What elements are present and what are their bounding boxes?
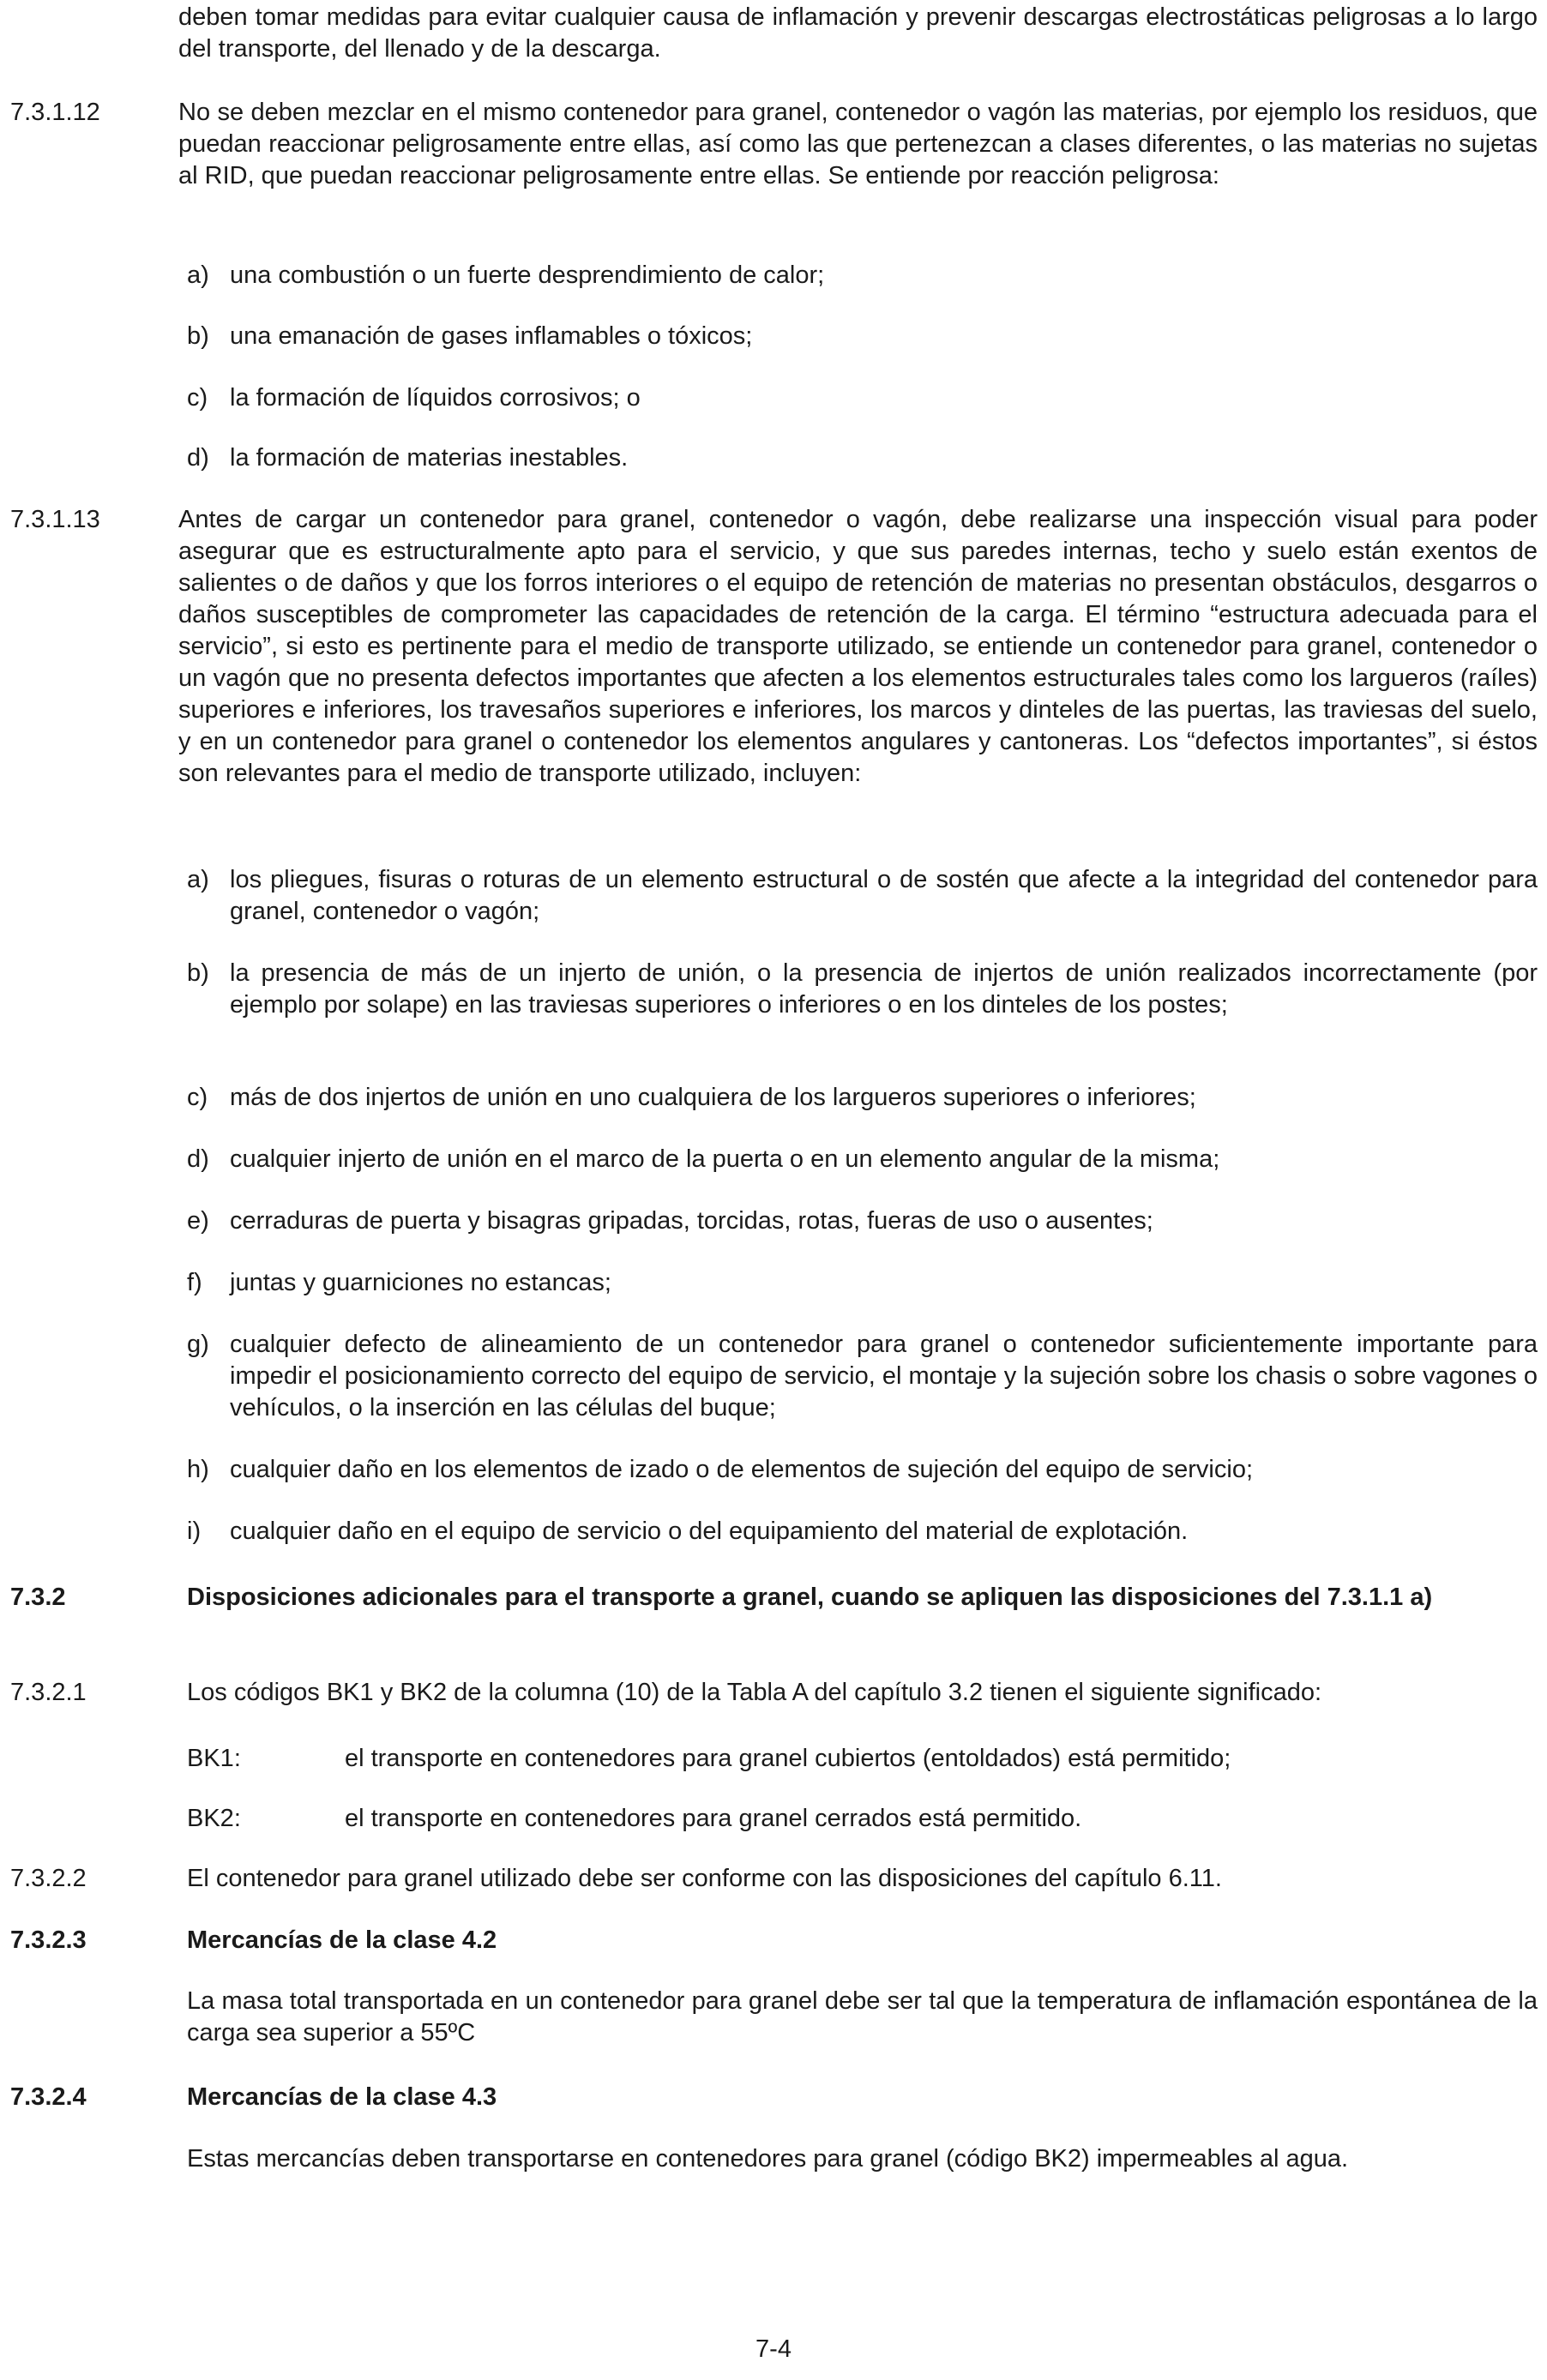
list-item-label: b) bbox=[187, 322, 209, 350]
list-item-text: la presencia de más de un injerto de unión, o la presencia de injertos de unión realizados incorrectamente (por ejemplo por solape) en las traviesas superiores o inferiores o en los dinteles de los postes; bbox=[230, 959, 1538, 1019]
list-item-label: c) bbox=[187, 384, 208, 412]
code-text: el transporte en contenedores para granel cerrados está permitido. bbox=[345, 1805, 1082, 1832]
list-item-text: cualquier daño en los elementos de izado o de elementos de sujeción del equipo de servicio; bbox=[230, 1456, 1254, 1483]
section-title-7-3-2: Disposiciones adicionales para el transporte a granel, cuando se apliquen las disposiciones del 7.3.1.1 a) bbox=[187, 1584, 1433, 1611]
list-item-label: b) bbox=[187, 959, 209, 987]
section-text-7-3-2-4: Estas mercancías deben transportarse en contenedores para granel (código BK2) impermeables al agua. bbox=[187, 2145, 1349, 2173]
code-label: BK1: bbox=[187, 1745, 241, 1772]
list-item-text: juntas y guarniciones no estancas; bbox=[230, 1269, 611, 1296]
page-number: 7-4 bbox=[755, 2335, 792, 2363]
list-item-label: i) bbox=[187, 1518, 202, 1545]
section-text-7-3-2-3: La masa total transportada en un contenedor para granel debe ser tal que la temperatura de inflamación espontánea de la carga sea superior a 55ºC bbox=[187, 1987, 1538, 2046]
list-item-text: más de dos injertos de unión en uno cualquiera de los largueros superiores o inferiores; bbox=[230, 1084, 1196, 1111]
section-number-7-3-1-13: 7.3.1.13 bbox=[10, 506, 100, 533]
list-item-text: cerraduras de puerta y bisagras gripadas, torcidas, rotas, fueras de uso o ausentes; bbox=[230, 1207, 1153, 1235]
list-item-label: g) bbox=[187, 1331, 209, 1358]
section-number-7-3-2: 7.3.2 bbox=[10, 1584, 66, 1611]
list-item-label: a) bbox=[187, 866, 209, 893]
section-number-7-3-1-12: 7.3.1.12 bbox=[10, 99, 100, 126]
section-number-7-3-2-4: 7.3.2.4 bbox=[10, 2083, 87, 2111]
list-item-text: una combustión o un fuerte desprendimiento de calor; bbox=[230, 261, 825, 289]
section-text-7-3-1-13: Antes de cargar un contenedor para granel, contenedor o vagón, debe realizarse una inspección visual para poder asegurar que es estructuralmente apto para el servicio, y que sus paredes internas, techo y suelo están exentos de salientes o de daños y que los forros interiores o el equipo de retención de materias no presentan obstáculos, desgarros o daños susceptibles de comprometer las capacidades de retención de la carga. El término “estructura adecuada para el servicio”, si esto es pertinente para el medio de transporte utilizado, se entiende un contenedor para granel, contenedor o un vagón que no presenta defectos importantes que afecten a los elementos estructurales tales como los largueros (raíles) superiores e inferiores, los travesaños superiores e inferiores, los marcos y dinteles de las puertas, las traviesas del suelo, y en un contenedor para granel o contenedor los elementos angulares y cantoneras. Los “defectos importantes”, si éstos son relevantes para el medio de transporte utilizado, incluyen: bbox=[178, 506, 1538, 787]
code-label: BK2: bbox=[187, 1805, 241, 1832]
section-text-7-3-2-1: Los códigos BK1 y BK2 de la columna (10) de la Tabla A del capítulo 3.2 tienen el siguiente significado: bbox=[187, 1679, 1322, 1706]
section-title-7-3-2-4: Mercancías de la clase 4.3 bbox=[187, 2083, 497, 2111]
section-title-7-3-2-3: Mercancías de la clase 4.2 bbox=[187, 1926, 497, 1954]
list-item-text: la formación de líquidos corrosivos; o bbox=[230, 384, 641, 412]
list-item-label: h) bbox=[187, 1456, 209, 1483]
section-number-7-3-2-2: 7.3.2.2 bbox=[10, 1865, 87, 1892]
intro-paragraph: deben tomar medidas para evitar cualquier causa de inflamación y prevenir descargas electrostáticas peligrosas a lo largo del transporte, del llenado y de la descarga. bbox=[178, 3, 1538, 63]
list-item-label: d) bbox=[187, 1145, 209, 1173]
section-number-7-3-2-1: 7.3.2.1 bbox=[10, 1679, 87, 1706]
code-text: el transporte en contenedores para granel cubiertos (entoldados) está permitido; bbox=[345, 1745, 1231, 1772]
section-text-7-3-2-2: El contenedor para granel utilizado debe ser conforme con las disposiciones del capítulo 6.11. bbox=[187, 1865, 1222, 1892]
list-item-label: d) bbox=[187, 444, 209, 472]
section-text-7-3-1-12: No se deben mezclar en el mismo contenedor para granel, contenedor o vagón las materias, por ejemplo los residuos, que puedan reaccionar peligrosamente entre ellas, así como las que pertenezcan a clases diferentes, o las materias no sujetas al RID, que puedan reaccionar peligrosamente entre ellas. Se entiende por reacción peligrosa: bbox=[178, 99, 1538, 189]
list-item-text: cualquier daño en el equipo de servicio o del equipamiento del material de explotación. bbox=[230, 1518, 1189, 1545]
section-number-7-3-2-3: 7.3.2.3 bbox=[10, 1926, 87, 1954]
list-item-text: una emanación de gases inflamables o tóxicos; bbox=[230, 322, 753, 350]
list-item-text: cualquier injerto de unión en el marco de la puerta o en un elemento angular de la misma; bbox=[230, 1145, 1220, 1173]
list-item-label: e) bbox=[187, 1207, 209, 1235]
list-item-text: la formación de materias inestables. bbox=[230, 444, 629, 472]
list-item-text: los pliegues, fisuras o roturas de un elemento estructural o de sostén que afecte a la integridad del contenedor para granel, contenedor o vagón; bbox=[230, 866, 1538, 925]
list-item-label: a) bbox=[187, 261, 209, 289]
list-item-label: f) bbox=[187, 1269, 202, 1296]
list-item-label: c) bbox=[187, 1084, 208, 1111]
list-item-text: cualquier defecto de alineamiento de un contenedor para granel o contenedor suficientemente importante para impedir el posicionamiento correcto del equipo de servicio, el montaje y la sujeción sobre los chasis o sobre vagones o vehículos, o la inserción en las células del buque; bbox=[230, 1331, 1538, 1421]
